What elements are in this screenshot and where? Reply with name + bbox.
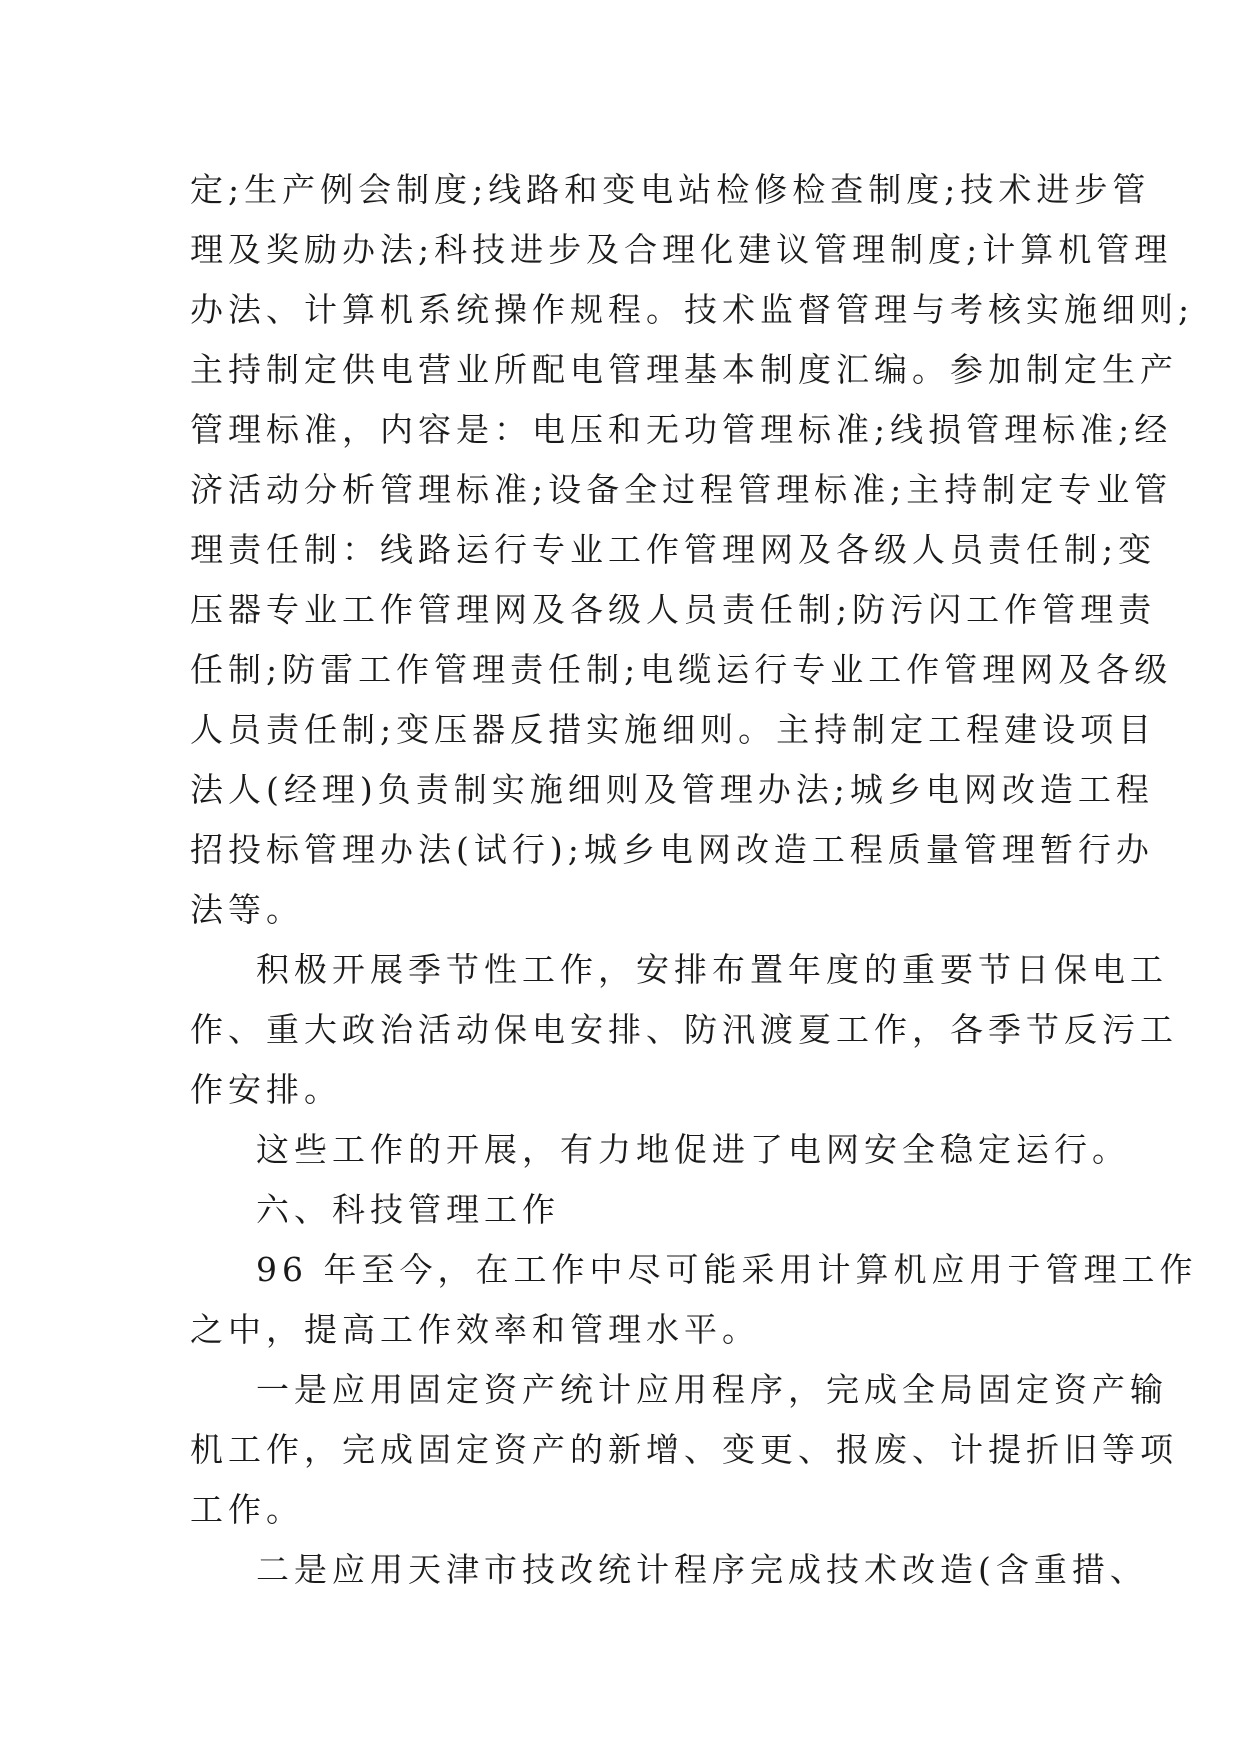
paragraph-first-line: 一是应用固定资产统计应用程序，完成全局固定资产输 — [256, 1370, 1168, 1409]
text-line: 理及奖励办法;科技进步及合理化建议管理制度;计算机管理 — [190, 230, 1173, 269]
text-line: 定;生产例会制度;线路和变电站检修检查制度;技术进步管 — [190, 170, 1151, 209]
text-line: 之中，提高工作效率和管理水平。 — [190, 1310, 760, 1349]
text-line: 作安排。 — [190, 1070, 342, 1109]
section-heading: 六、科技管理工作 — [256, 1190, 560, 1229]
paragraph-first-line: 二是应用天津市技改统计程序完成技术改造(含重措、 — [256, 1550, 1148, 1589]
text-line: 作、重大政治活动保电安排、防汛渡夏工作，各季节反污工 — [190, 1010, 1178, 1049]
text-line: 主持制定供电营业所配电管理基本制度汇编。参加制定生产 — [190, 350, 1178, 389]
text-line: 济活动分析管理标准;设备全过程管理标准;主持制定专业管 — [190, 470, 1173, 509]
text-line: 工作。 — [190, 1490, 304, 1529]
text-line: 管理标准，内容是：电压和无功管理标准;线损管理标准;经 — [190, 410, 1173, 449]
text-line: 招投标管理办法(试行);城乡电网改造工程质量管理暂行办 — [190, 830, 1154, 869]
text-line: 压器专业工作管理网及各级人员责任制;防污闪工作管理责 — [190, 590, 1157, 629]
text-line: 理责任制：线路运行专业工作管理网及各级人员责任制;变 — [190, 530, 1157, 569]
text-line: 任制;防雷工作管理责任制;电缆运行专业工作管理网及各级 — [190, 650, 1173, 689]
paragraph-first-line: 积极开展季节性工作，安排布置年度的重要节日保电工 — [256, 950, 1168, 989]
text-line: 机工作，完成固定资产的新增、变更、报废、计提折旧等项 — [190, 1430, 1178, 1469]
text-line: 法人(经理)负责制实施细则及管理办法;城乡电网改造工程 — [190, 770, 1154, 809]
text-line: 办法、计算机系统操作规程。技术监督管理与考核实施细则; — [190, 290, 1195, 329]
document-body — [190, 160, 1198, 1600]
paragraph-first-line: 这些工作的开展，有力地促进了电网安全稳定运行。 — [256, 1130, 1130, 1169]
paragraph-first-line: 96 年至今，在工作中尽可能采用计算机应用于管理工作 — [256, 1250, 1198, 1289]
text-line: 法等。 — [190, 890, 304, 929]
text-line: 人员责任制;变压器反措实施细则。主持制定工程建设项目 — [190, 710, 1157, 749]
